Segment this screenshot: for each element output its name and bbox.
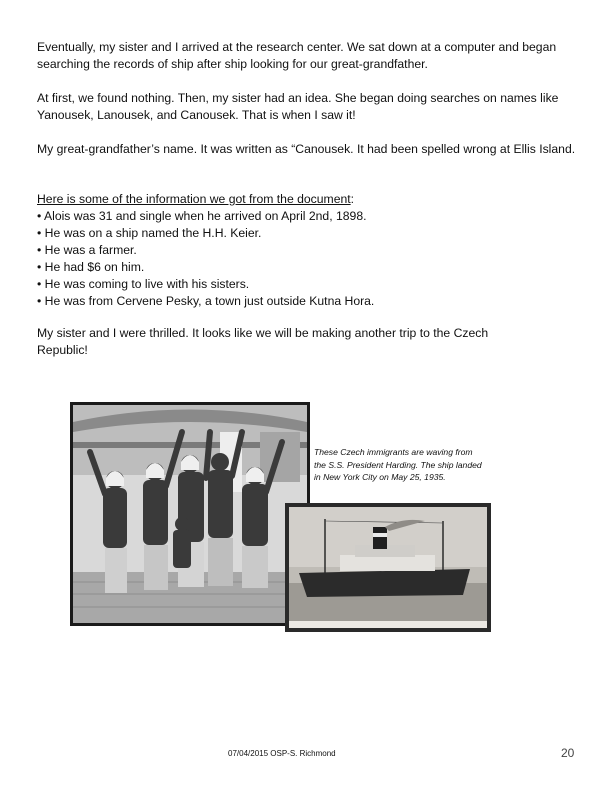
- paragraph-name-found: My great-grandfather’s name. It was written as “Canousek. It had been spelled wrong at Ellis Island.: [37, 142, 576, 156]
- info-list: [37, 208, 577, 310]
- ship-postcard-photo: [285, 503, 491, 632]
- info-heading-colon: :: [350, 192, 355, 206]
- paragraph-research-center: Eventually, my sister and I arrived at the research center. We sat down at a computer and began searching the records of ship after ship looking for our great-grandfather.: [37, 40, 557, 71]
- paragraph-search-names: At first, we found nothing. Then, my sister had an idea. She began doing searches on names like Yanousek, Lanousek, and Canousek. That is when I saw it!: [37, 91, 559, 122]
- info-item-occupation: • He was a farmer.: [37, 243, 137, 257]
- info-item-hometown: • He was from Cervene Pesky, a town just outside Kutna Hora.: [37, 294, 375, 308]
- info-heading: Here is some of the information we got from the document: [37, 192, 351, 206]
- footer-credit: 07/04/2015 OSP-S. Richmond: [228, 749, 336, 758]
- info-item-ship: • He was on a ship named the H.H. Keier.: [37, 226, 262, 240]
- paragraph-thrilled: My sister and I were thrilled. It looks like we will be making another trip to the Czech Republic!: [37, 326, 489, 357]
- photo-caption: These Czech immigrants are waving from the S.S. President Harding. The ship landed in New York City on May 25, 1935.: [314, 447, 482, 482]
- info-heading-line: [37, 191, 577, 208]
- info-item-sisters: • He was coming to live with his sisters.: [37, 277, 250, 291]
- info-section: [37, 191, 577, 310]
- page-number: 20: [561, 746, 575, 760]
- info-item-age: • Alois was 31 and single when he arrived on April 2nd, 1898.: [37, 209, 367, 223]
- info-item-money: • He had $6 on him.: [37, 260, 145, 274]
- immigrants-photo: [70, 402, 310, 626]
